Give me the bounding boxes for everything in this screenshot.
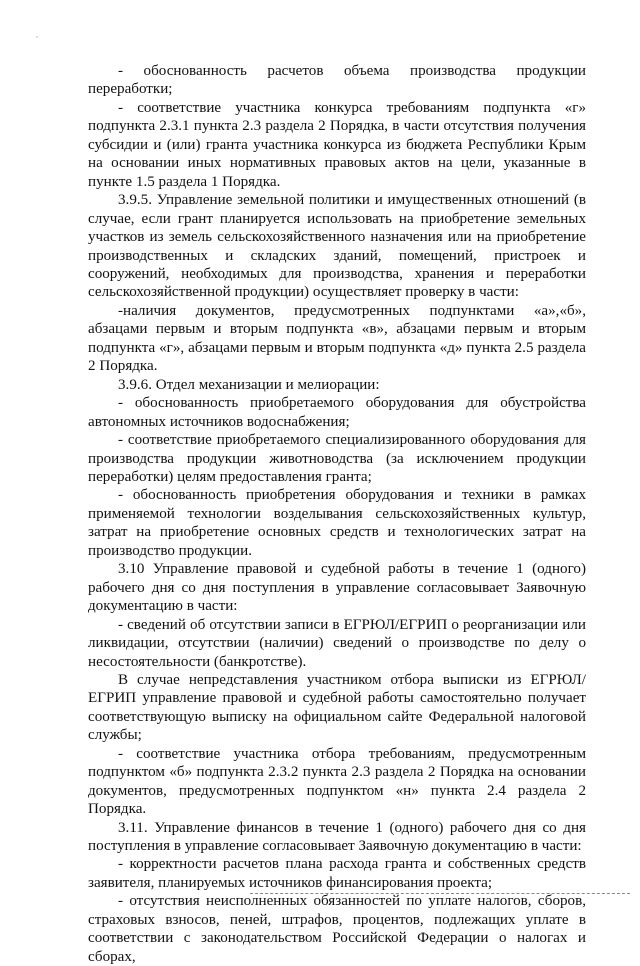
paragraph-grant-expense-plan: - корректности расчетов плана расхода гранта и собственных средств заявителя, планируемых источников финансирования проекта;: [88, 856, 586, 891]
document-body: [88, 62, 586, 966]
paragraph-3-9-5-land-policy: 3.9.5. Управление земельной политики и имущественных отношений (в случае, если грант планируется использовать на приобретение земельных участков из земель сельскохозяйственного назначения или на приобретение производственных и складских зданий, помещений, пристроек и сооружений, необходимых для производства, хранения и переработки сельскохозяйственной продукции) осуществляет проверку в части:: [88, 192, 586, 301]
paragraph-subsidy-compliance: - соответствие участника конкурса требованиям подпункта «г» подпункта 2.3.1 пункта 2.3 раздела 2 Порядка, в части отсутствия получения субсидии и (или) гранта участника конкурса из бюджета Республики Крым на основании иных нормативных правовых актов на цели, указанные в пункте 1.5 раздела 1 Порядка.: [88, 99, 586, 190]
scan-speck: [36, 36, 38, 38]
paragraph-3-10-legal-department: 3.10 Управление правовой и судебной работы в течение 1 (одного) рабочего дня со дня поступления в управление согласовывает Заявочную документацию в части:: [88, 561, 586, 615]
paragraph-equipment-technology: - обоснованность приобретения оборудования и техники в рамках применяемой технологии возделывания сельскохозяйственных культур, затрат на приобретение основных средств и технологических затрат на производство продукции.: [88, 487, 586, 559]
paragraph-egrul-extract: В случае непредставления участником отбора выписки из ЕГРЮЛ/ЕГРИП управление правовой и судебной работы самостоятельно получает соответствующую выписку на официальном сайте Федеральной налоговой службы;: [88, 671, 586, 744]
page-bottom-edge: [250, 893, 630, 894]
paragraph-participant-compliance: - соответствие участника отбора требованиям, предусмотренным подпунктом «б» подпункта 2.3.2 пункта 2.3 раздела 2 Порядка на основании документов, предусмотренных подпунктом «н» пункта 2.4 раздела 2 Порядка.: [88, 745, 586, 818]
paragraph-egrul-records: - сведений об отсутствии записи в ЕГРЮЛ/ЕГРИП о реорганизации или ликвидации, отсутствии (наличии) сведений о производстве по делу о несостоятельности (банкротстве).: [88, 616, 586, 670]
paragraph-water-supply-equipment: - обоснованность приобретаемого оборудования для обустройства автономных источников водоснабжения;: [88, 395, 586, 430]
paragraph-documents-presence: -наличия документов, предусмотренных подпунктами «а»,«б», абзацами первым и вторым подпункта «в», абзацами первым и вторым подпункта «г», абзацами первым и вторым подпункта «д» пункта 2.5 раздела 2 Порядка.: [88, 302, 586, 375]
paragraph-livestock-equipment: - соответствие приобретаемого специализированного оборудования для производства продукции животноводства (за исключением продукции переработки) целям предоставления гранта;: [88, 432, 586, 485]
paragraph-3-9-6-mechanization: 3.9.6. Отдел механизации и мелиорации:: [118, 376, 380, 393]
paragraph-3-11-finance-department: 3.11. Управление финансов в течение 1 (одного) рабочего дня со дня поступления в управление согласовывает Заявочную документацию в части:: [88, 819, 586, 855]
paragraph-production-volume-justification: - обоснованность расчетов объема производства продукции переработки;: [88, 63, 586, 98]
paragraph-tax-obligations: - отсутствия неисполненных обязанностей по уплате налогов, сборов, страховых взносов, пеней, штрафов, процентов, подлежащих уплате в соответствии с законодательством Российской Федерации о налогах и сборах,: [88, 893, 586, 965]
